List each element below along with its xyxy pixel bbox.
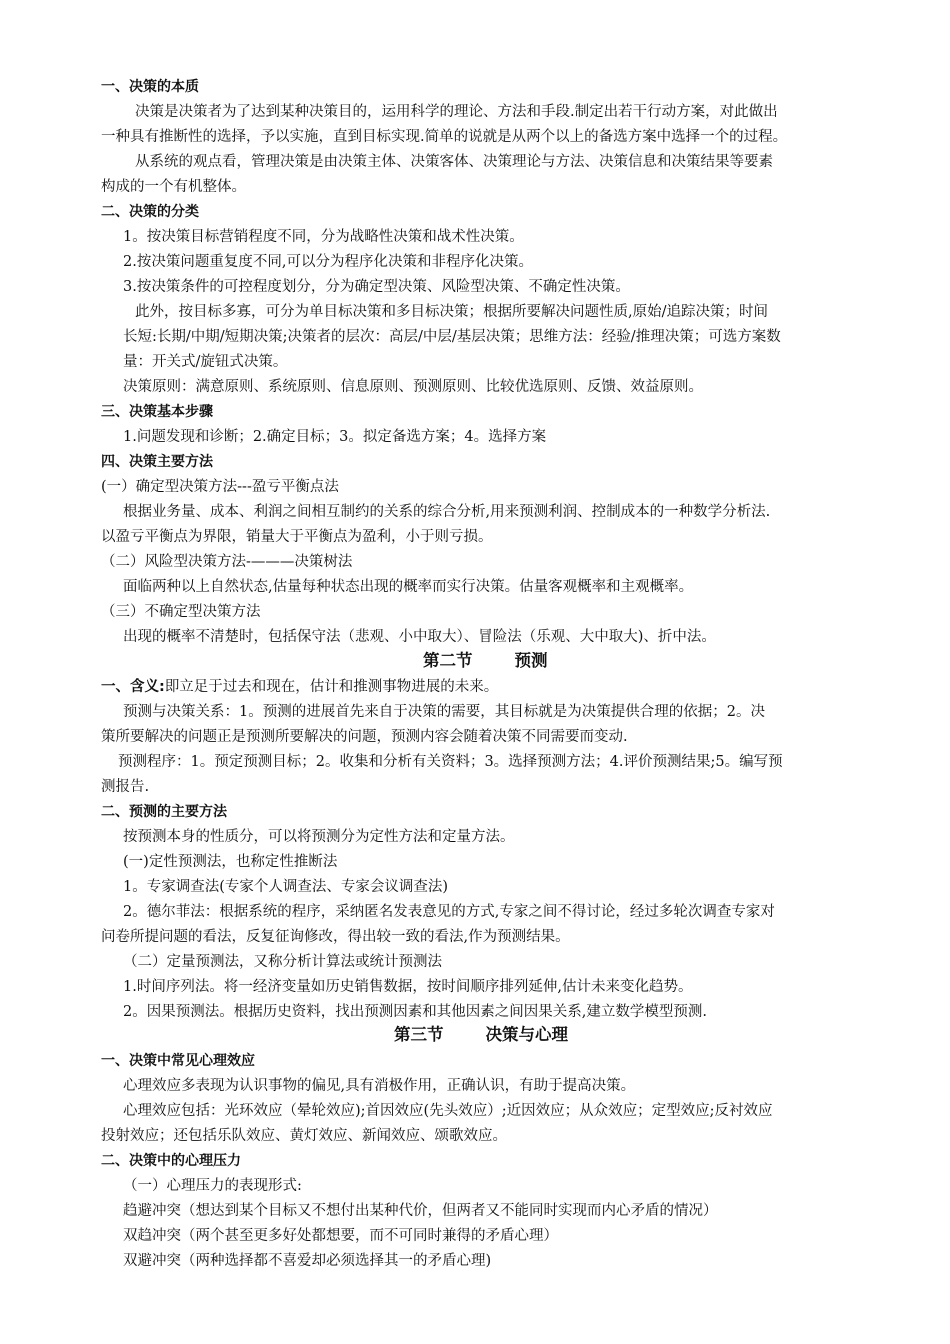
heading-psychological-effects: 一、决策中常见心理效应	[101, 1053, 255, 1069]
list-item: 双趋冲突（两个甚至更多好处都想要，而不可同时兼得的矛盾心理）	[123, 1228, 558, 1244]
paragraph-line: 1.问题发现和诊断；2.确定目标；3。拟定备选方案；4。选择方案	[123, 429, 547, 445]
definition-line	[0, 677, 950, 697]
list-item: 2.按决策问题重复度不同,可以分为程序化决策和非程序化决策。	[123, 254, 533, 270]
list-item: 3.按决策条件的可控程度划分，分为确定型决策、风险型决策、不确定性决策。	[123, 279, 630, 295]
section-name: 预测	[514, 651, 548, 670]
heading-decision-essence: 一、决策的本质	[101, 79, 199, 95]
list-item: 1.时间序列法。将一经济变量如历史销售数据，按时间顺序排列延伸,估计未来变化趋势。	[123, 979, 693, 995]
heading-decision-classification: 二、决策的分类	[101, 204, 199, 220]
paragraph-line: 长短:长期/中期/短期决策;决策者的层次：高层/中层/基层决策；思维方法：经验/推理决策；可选方案数	[123, 329, 781, 345]
subheading: （三）不确定型决策方法	[101, 604, 261, 620]
paragraph-line: 根据业务量、成本、利润之间相互制约的关系的综合分析,用来预测利润、控制成本的一种数学分析法.	[123, 504, 771, 520]
list-item: 2。因果预测法。根据历史资料，找出预测因素和其他因素之间因果关系,建立数学模型预测.	[123, 1004, 707, 1020]
paragraph-line: 此外，按目标多寡，可分为单目标决策和多目标决策；根据所要解决问题性质,原始/追踪决策；时间	[135, 304, 768, 320]
paragraph-line: 面临两种以上自然状态,估量每种状态出现的概率而实行决策。估量客观概率和主观概率。	[123, 579, 694, 595]
heading-forecast-methods: 二、预测的主要方法	[101, 804, 227, 820]
subheading: （一）心理压力的表现形式:	[123, 1178, 302, 1194]
section-title-forecast	[0, 650, 950, 672]
list-item: 双避冲突（两种选择都不喜爱却必须选择其一的矛盾心理)	[123, 1253, 492, 1269]
paragraph-line: 心理效应包括：光环效应（晕轮效应);首因效应(先头效应）;近因效应；从众效应；定型效应;反衬效应	[123, 1103, 773, 1119]
definition-text: 即立足于过去和现在，估计和推测事物进展的未来。	[164, 679, 499, 695]
paragraph-line: 按预测本身的性质分，可以将预测分为定性方法和定量方法。	[123, 829, 515, 845]
paragraph-line: 预测与决策关系：1。预测的进展首先来自于决策的需要，其目标就是为决策提供合理的依据；2。决	[123, 704, 765, 720]
paragraph-line: 出现的概率不清楚时，包括保守法（悲观、小中取大）、冒险法（乐观、大中取大)、折中法。	[123, 629, 716, 645]
paragraph-line: 从系统的观点看，管理决策是由决策主体、决策客体、决策理论与方法、决策信息和决策结果等要素	[135, 154, 773, 170]
paragraph-line: 以盈亏平衡点为界限，销量大于平衡点为盈利，小于则亏损。	[101, 529, 493, 545]
list-item: 趋避冲突（想达到某个目标又不想付出某种代价，但两者又不能同时实现而内心矛盾的情况）	[123, 1203, 718, 1219]
subheading: (一）确定型决策方法---盈亏平衡点法	[101, 479, 339, 495]
subheading: （二）定量预测法，又称分析计算法或统计预测法	[123, 954, 442, 970]
heading-decision-steps: 三、决策基本步骤	[101, 404, 213, 420]
section-name: 决策与心理	[485, 1025, 568, 1044]
list-item: 2。德尔菲法：根据系统的程序，采纳匿名发表意见的方式,专家之间不得讨论，经过多轮次调查专家对	[123, 904, 775, 920]
list-item: 1。专家调查法(专家个人调查法、专家会议调查法)	[123, 879, 449, 895]
subheading: (一)定性预测法，也称定性推断法	[123, 854, 338, 870]
section-number: 第三节	[394, 1025, 444, 1044]
section-title-decision-psychology	[0, 1024, 950, 1046]
paragraph-line: 一种具有推断性的选择，予以实施，直到目标实现.简单的说就是从两个以上的备选方案中选择一个的过程。	[101, 129, 788, 145]
paragraph-line: 构成的一个有机整体。	[101, 179, 246, 195]
paragraph-line: 决策是决策者为了达到某种决策目的，运用科学的理论、方法和手段.制定出若干行动方案，对此做出	[135, 104, 778, 120]
paragraph-line: 心理效应多表现为认识事物的偏见,具有消极作用，正确认识，有助于提高决策。	[123, 1078, 636, 1094]
section-number: 第二节	[423, 651, 473, 670]
paragraph-line: 策所要解决的问题正是预测所要解决的问题，预测内容会随着决策不同需要而变动.	[101, 729, 628, 745]
paragraph-line: 预测程序：1。预定预测目标；2。收集和分析有关资料；3。选择预测方法；4.评价预测结果;5。编写预	[118, 754, 783, 770]
heading-psychological-pressure: 二、决策中的心理压力	[101, 1153, 241, 1169]
paragraph-line: 问卷所提问题的看法，反复征询修改，得出较一致的看法,作为预测结果。	[101, 929, 570, 945]
list-item: 1。按决策目标营销程度不同，分为战略性决策和战术性决策。	[123, 229, 524, 245]
subheading: （二）风险型决策方法-———决策树法	[101, 554, 353, 570]
paragraph-line: 测报告.	[101, 779, 150, 795]
paragraph-line: 量：开关式/旋钮式决策。	[123, 354, 288, 370]
definition-label: 一、含义:	[101, 679, 165, 695]
heading-decision-methods: 四、决策主要方法	[101, 454, 213, 470]
paragraph-line: 决策原则：满意原则、系统原则、信息原则、预测原则、比较优选原则、反馈、效益原则。	[123, 379, 703, 395]
paragraph-line: 投射效应；还包括乐队效应、黄灯效应、新闻效应、颂歌效应。	[101, 1128, 507, 1144]
